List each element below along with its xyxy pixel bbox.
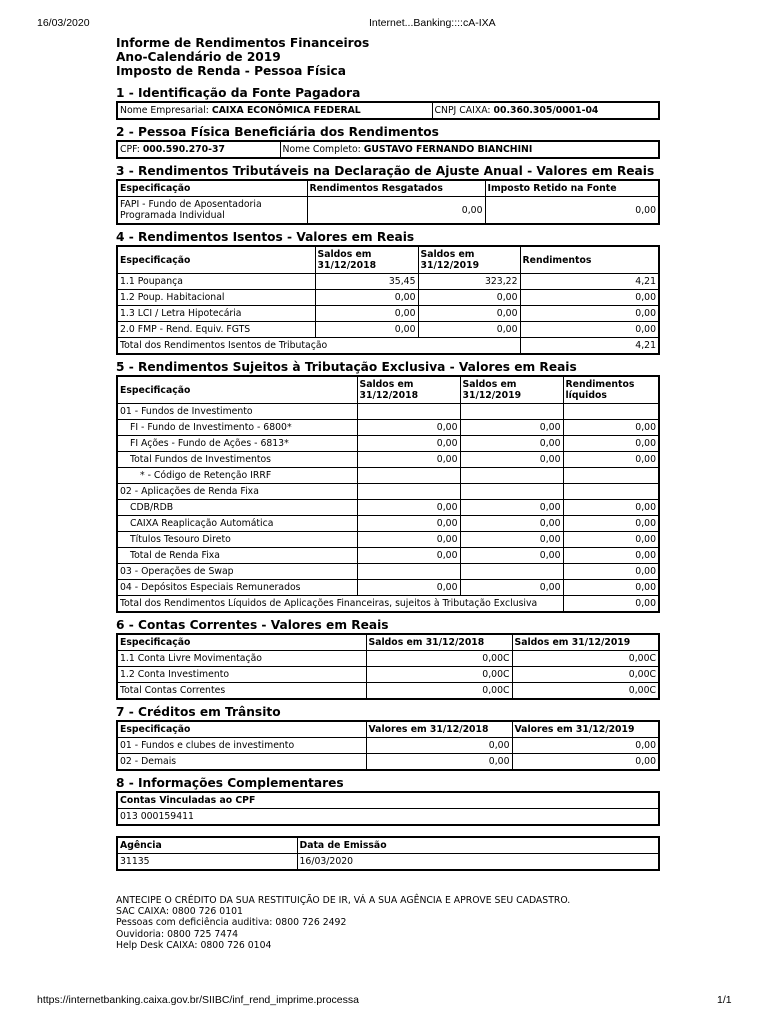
linked-accounts-header: Contas Vinculadas ao CPF	[117, 792, 659, 809]
table-cell: 01 - Fundos e clubes de investimento	[117, 738, 366, 754]
table-cell: Saldos em 31/12/2019	[418, 246, 520, 274]
table-cell: 0,00	[520, 322, 659, 338]
table-cell: 0,00	[563, 436, 659, 452]
cpf-cell: CPF: 000.590.270-37	[117, 141, 280, 158]
section-4-title: 4 - Rendimentos Isentos - Valores em Reais	[116, 230, 415, 244]
table-cell: Rendimentos	[520, 246, 659, 274]
table-row	[117, 306, 659, 322]
table-cell	[460, 404, 563, 420]
table-cell: Total Fundos de Investimentos	[117, 452, 357, 468]
table-cell: 0,00C	[366, 667, 512, 683]
table-cell: Total Contas Correntes	[117, 683, 366, 700]
table-cell: 0,00	[418, 322, 520, 338]
table-header	[117, 634, 659, 651]
table-cell: 0,00	[563, 548, 659, 564]
doc-title: Informe de Rendimentos Financeiros	[116, 36, 370, 50]
table-cell	[563, 404, 659, 420]
table-row	[117, 420, 659, 436]
table-cell: CDB/RDB	[117, 500, 357, 516]
table-cell: 0,00	[485, 197, 659, 225]
doc-year: Ano-Calendário de 2019	[116, 50, 281, 64]
table-row	[117, 468, 659, 484]
table-cell: Saldos em 31/12/2018	[315, 246, 418, 274]
table-cell: FI Ações - Fundo de Ações - 6813*	[117, 436, 357, 452]
document	[116, 36, 660, 951]
table-cell: 0,00	[357, 436, 460, 452]
credits-in-transit-table	[116, 720, 660, 771]
table-cell: 0,00	[512, 738, 659, 754]
doc-subtitle: Imposto de Renda - Pessoa Física	[116, 64, 347, 78]
notes	[116, 895, 660, 951]
table-header	[117, 376, 659, 404]
table-cell	[357, 564, 460, 580]
table-row	[117, 274, 659, 290]
table-cell: 01 - Fundos de Investimento	[117, 404, 357, 420]
section-5-title: 5 - Rendimentos Sujeitos à Tributação Exclusiva - Valores em Reais	[116, 360, 577, 374]
page-number: 1/1	[717, 994, 732, 1006]
table-row	[117, 667, 659, 683]
note-line: Pessoas com deficiência auditiva: 0800 726 2492	[116, 917, 347, 929]
table-row	[117, 436, 659, 452]
table-cell: 0,00	[357, 532, 460, 548]
table-cell: 0,00	[460, 548, 563, 564]
table-cell: 0,00	[307, 197, 485, 225]
table-cell: CAIXA Reaplicação Automática	[117, 516, 357, 532]
table-cell: 0,00	[563, 516, 659, 532]
table-cell: 0,00C	[512, 651, 659, 667]
table-cell: 0,00	[357, 500, 460, 516]
table-row	[117, 452, 659, 468]
table-row	[117, 754, 659, 771]
table-cell: 1.2 Poup. Habitacional	[117, 290, 315, 306]
table-row	[117, 516, 659, 532]
table-cell: 0,00	[460, 532, 563, 548]
table-header	[117, 246, 659, 274]
table-cell: 0,00	[520, 306, 659, 322]
full-name-cell: Nome Completo: GUSTAVO FERNANDO BIANCHINI	[280, 141, 659, 158]
table-cell: 0,00	[460, 580, 563, 596]
table-cell	[357, 468, 460, 484]
table-cell: Títulos Tesouro Direto	[117, 532, 357, 548]
table-row	[117, 197, 659, 225]
table-cell	[460, 564, 563, 580]
section-7-title: 7 - Créditos em Trânsito	[116, 705, 281, 719]
table-cell: 0,00	[357, 548, 460, 564]
table-row	[117, 404, 659, 420]
table-cell: 0,00	[563, 500, 659, 516]
table-cell: 0,00C	[366, 683, 512, 700]
table-cell	[563, 468, 659, 484]
checking-accounts-table	[116, 633, 660, 700]
table-cell: Rendimentos líquidos	[563, 376, 659, 404]
total-row	[117, 596, 659, 613]
table-cell: 35,45	[315, 274, 418, 290]
beneficiary-table	[116, 140, 660, 159]
table-cell: 0,00C	[512, 667, 659, 683]
table-cell: Especificação	[117, 180, 307, 197]
table-cell: 0,00	[563, 532, 659, 548]
table-cell: 0,00	[460, 500, 563, 516]
table-cell: 0,00	[563, 564, 659, 580]
table-cell: 0,00C	[366, 651, 512, 667]
table-row	[117, 548, 659, 564]
table-cell: 1.2 Conta Investimento	[117, 667, 366, 683]
table-cell	[357, 404, 460, 420]
table-cell: 1.1 Poupança	[117, 274, 315, 290]
branch-date-table	[116, 836, 660, 871]
table-cell: 4,21	[520, 338, 659, 355]
table-cell: 0,00	[460, 420, 563, 436]
table-cell: 0,00	[315, 306, 418, 322]
table-cell: 0,00	[366, 738, 512, 754]
source-table	[116, 101, 660, 120]
table-cell: 03 - Operações de Swap	[117, 564, 357, 580]
table-row	[117, 564, 659, 580]
company-name-cell: Nome Empresarial: CAIXA ECONÔMICA FEDERAL	[117, 102, 432, 119]
table-cell: 0,00	[357, 580, 460, 596]
table-cell: Valores em 31/12/2019	[512, 721, 659, 738]
table-cell: Saldos em 31/12/2018	[366, 634, 512, 651]
table-cell: 0,00	[563, 420, 659, 436]
table-cell: 0,00	[357, 516, 460, 532]
note-line: Ouvidoria: 0800 725 7474	[116, 928, 239, 940]
table-cell: Total dos Rendimentos Isentos de Tributação	[117, 338, 520, 355]
table-cell: Total de Renda Fixa	[117, 548, 357, 564]
page-url: https://internetbanking.caixa.gov.br/SIIBC/inf_rend_imprime.processa	[37, 994, 359, 1006]
table-header	[117, 721, 659, 738]
note-line: Help Desk CAIXA: 0800 726 0104	[116, 939, 272, 951]
branch-header: Agência	[117, 837, 297, 854]
section-3-title: 3 - Rendimentos Tributáveis na Declaração de Ajuste Anual - Valores em Reais	[116, 164, 655, 178]
section-1-title: 1 - Identificação da Fonte Pagadora	[116, 86, 361, 100]
table-cell: 0,00	[563, 580, 659, 596]
table-cell: 0,00	[512, 754, 659, 771]
table-row	[117, 532, 659, 548]
table-cell: Valores em 31/12/2018	[366, 721, 512, 738]
issue-date-header: Data de Emissão	[297, 837, 659, 854]
table-row	[117, 484, 659, 500]
issue-date-value: 16/03/2020	[297, 854, 659, 871]
table-cell: Especificação	[117, 246, 315, 274]
cnpj-cell: CNPJ CAIXA: 00.360.305/0001-04	[432, 102, 659, 119]
table-cell: Especificação	[117, 634, 366, 651]
table-cell: FI - Fundo de Investimento - 6800*	[117, 420, 357, 436]
table-cell: Saldos em 31/12/2019	[512, 634, 659, 651]
table-cell: 0,00	[563, 452, 659, 468]
table-cell: 04 - Depósitos Especiais Remunerados	[117, 580, 357, 596]
branch-value: 31135	[117, 854, 297, 871]
note-line: SAC CAIXA: 0800 726 0101	[116, 906, 243, 918]
table-cell: 0,00	[315, 322, 418, 338]
table-cell: 4,21	[520, 274, 659, 290]
table-cell: 0,00	[357, 452, 460, 468]
table-cell: Especificação	[117, 376, 357, 404]
table-cell: 0,00	[418, 290, 520, 306]
table-cell	[460, 484, 563, 500]
table-cell: 2.0 FMP - Rend. Equiv. FGTS	[117, 322, 315, 338]
table-cell: FAPI - Fundo de Aposentadoria Programada Individual	[117, 197, 307, 225]
table-row	[117, 651, 659, 667]
total-row	[117, 683, 659, 700]
linked-accounts-table	[116, 791, 660, 826]
table-row	[117, 580, 659, 596]
exclusive-taxation-table	[116, 375, 660, 613]
table-cell: 1.3 LCI / Letra Hipotecária	[117, 306, 315, 322]
table-cell: 0,00	[418, 306, 520, 322]
table-cell: Saldos em 31/12/2019	[460, 376, 563, 404]
table-cell: 0,00	[357, 420, 460, 436]
table-cell: 02 - Aplicações de Renda Fixa	[117, 484, 357, 500]
table-cell: 0,00	[366, 754, 512, 771]
table-cell: Total dos Rendimentos Líquidos de Aplicações Financeiras, sujeitos à Tributação Exclusiva	[117, 596, 563, 613]
table-cell: 0,00C	[512, 683, 659, 700]
section-8-title: 8 - Informações Complementares	[116, 776, 344, 790]
section-6-title: 6 - Contas Correntes - Valores em Reais	[116, 618, 389, 632]
table-row	[117, 738, 659, 754]
table-cell	[357, 484, 460, 500]
exempt-income-table	[116, 245, 660, 355]
table-cell: Rendimentos Resgatados	[307, 180, 485, 197]
table-cell: 0,00	[315, 290, 418, 306]
table-cell: 0,00	[520, 290, 659, 306]
linked-accounts-value: 013 000159411	[117, 809, 659, 826]
table-cell: Especificação	[117, 721, 366, 738]
table-cell: 0,00	[563, 596, 659, 613]
table-cell: 02 - Demais	[117, 754, 366, 771]
section-2-title: 2 - Pessoa Física Beneficiária dos Rendimentos	[116, 125, 439, 139]
table-cell: 323,22	[418, 274, 520, 290]
table-cell: Saldos em 31/12/2018	[357, 376, 460, 404]
table-row	[117, 500, 659, 516]
table-cell: 0,00	[460, 452, 563, 468]
table-cell: Imposto Retido na Fonte	[485, 180, 659, 197]
print-date: 16/03/2020	[37, 17, 90, 29]
page-title: Internet...Banking::::cA-IXA	[369, 17, 496, 29]
table-cell: 0,00	[460, 516, 563, 532]
table-row	[117, 290, 659, 306]
table-cell: * - Código de Retenção IRRF	[117, 468, 357, 484]
table-row	[117, 322, 659, 338]
total-row	[117, 338, 659, 355]
table-cell	[460, 468, 563, 484]
note-line: ANTECIPE O CRÉDITO DA SUA RESTITUIÇÃO DE IR, VÁ A SUA AGÊNCIA E APROVE SEU CADASTRO.	[116, 895, 571, 906]
taxable-income-table	[116, 179, 660, 225]
table-header	[117, 180, 659, 197]
table-cell: 0,00	[460, 436, 563, 452]
table-cell	[563, 484, 659, 500]
table-cell: 1.1 Conta Livre Movimentação	[117, 651, 366, 667]
